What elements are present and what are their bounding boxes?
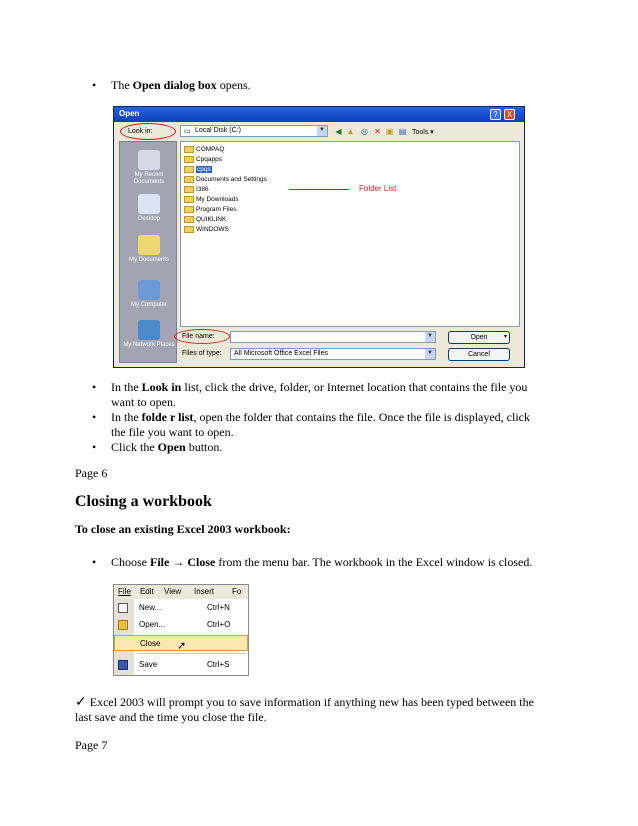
open-dialog xyxy=(113,106,525,368)
search-web-icon[interactable]: ◎ xyxy=(361,127,368,136)
folder-icon xyxy=(184,196,194,203)
note-paragraph: ✓ Excel 2003 will prompt you to save information if anything new has been typed between the last save and the time you close the file. xyxy=(75,695,534,724)
save-disk-icon xyxy=(118,660,128,670)
checkmark-icon: ✓ xyxy=(75,695,87,710)
open-button[interactable]: Open ▾ xyxy=(448,331,510,344)
folder-icon xyxy=(184,146,194,153)
menu-item-new[interactable]: New... Ctrl+N xyxy=(114,600,248,616)
folder-icon xyxy=(184,226,194,233)
folder-icon xyxy=(184,216,194,223)
delete-icon[interactable]: ✕ xyxy=(374,127,381,136)
menu-item-close[interactable]: Close ➚ xyxy=(114,635,248,651)
annotation-line xyxy=(289,189,349,190)
folder-icon xyxy=(184,166,194,173)
folder-item[interactable]: My Downloads xyxy=(184,195,239,204)
places-bar xyxy=(119,141,177,363)
step-folder-list: In the folde r list, open the folder that contains the file. Once the file is displayed, click the file you want to open. xyxy=(111,410,530,439)
folder-icon xyxy=(184,156,194,163)
my-documents-icon xyxy=(138,235,160,255)
my-computer-icon xyxy=(138,280,160,300)
look-in-highlight xyxy=(120,123,176,140)
cancel-button[interactable]: Cancel xyxy=(448,348,510,361)
file-name-label: File name: xyxy=(182,333,215,340)
chevron-down-icon[interactable]: ▼ xyxy=(425,349,435,359)
bullet-dot: • xyxy=(92,78,97,92)
chevron-down-icon[interactable]: ▾ xyxy=(503,334,507,340)
page-number-6: Page 6 xyxy=(75,466,108,480)
page-number-7: Page 7 xyxy=(75,738,108,752)
menu-separator xyxy=(138,653,246,654)
step-look-in: In the Look in list, click the drive, folder, or Internet location that contains the file you want to open. xyxy=(111,380,528,409)
menu-item-save[interactable]: Save Ctrl+S xyxy=(114,657,248,673)
folder-item[interactable]: COMPAQ xyxy=(184,145,224,154)
place-my-network-places[interactable]: My Network Places xyxy=(120,320,178,349)
file-name-input[interactable] xyxy=(230,331,436,343)
tools-menu[interactable]: Tools ▾ xyxy=(412,129,434,136)
recent-documents-icon xyxy=(138,150,160,170)
network-places-icon xyxy=(138,320,160,340)
intro-line: The Open dialog box opens. xyxy=(111,78,251,92)
bullet-dot: • xyxy=(92,380,97,394)
folder-item[interactable]: Cpqapps xyxy=(184,155,222,164)
section-title: Closing a workbook xyxy=(75,493,212,510)
look-in-value: Local Disk (C:) xyxy=(195,127,241,134)
folder-icon xyxy=(184,206,194,213)
step-close: Choose File → Close from the menu bar. The workbook in the Excel window is closed. xyxy=(111,555,533,569)
menu-file[interactable]: File xyxy=(118,587,131,596)
new-document-icon xyxy=(118,603,128,613)
views-icon[interactable]: ▤ xyxy=(398,127,407,136)
menu-insert[interactable]: Insert xyxy=(194,587,215,596)
folder-item-selected[interactable]: cpqs xyxy=(184,165,212,174)
place-my-documents[interactable]: My Documents xyxy=(120,235,178,264)
chevron-down-icon[interactable]: ▼ xyxy=(425,332,435,342)
folder-item[interactable]: I386 xyxy=(184,185,209,194)
look-in-label: Look in: xyxy=(128,128,153,135)
bullet-dot: • xyxy=(92,440,97,454)
subheading: To close an existing Excel 2003 workbook: xyxy=(75,522,291,536)
back-icon[interactable]: ◀ xyxy=(335,127,342,136)
file-menu-screenshot xyxy=(113,584,249,676)
folder-item[interactable]: QUIKLINK xyxy=(184,215,226,224)
arrow-right-icon: → xyxy=(169,555,188,569)
file-type-label: Files of type: xyxy=(182,350,222,357)
drive-icon: ▭ xyxy=(184,128,191,135)
folder-list xyxy=(180,141,520,327)
folder-item[interactable]: WINDOWS xyxy=(184,225,229,234)
open-folder-icon xyxy=(118,620,128,630)
bullet-dot: • xyxy=(92,410,97,424)
step-open-button: Click the Open button. xyxy=(111,440,223,454)
bullet-dot: • xyxy=(92,555,97,569)
file-type-value: All Microsoft Office Excel Files xyxy=(234,350,329,357)
menu-view[interactable]: View xyxy=(164,587,182,596)
new-folder-icon[interactable]: ▣ xyxy=(385,127,394,136)
place-my-computer[interactable]: My Computer xyxy=(120,280,178,309)
folder-item[interactable]: Documents and Settings xyxy=(184,175,267,184)
menu-bar xyxy=(114,585,248,599)
dialog-title-bar xyxy=(114,107,524,122)
menu-format[interactable]: Fo xyxy=(232,587,242,596)
folder-icon xyxy=(184,186,194,193)
folder-list-annotation: Folder List xyxy=(359,184,397,193)
mouse-pointer-icon: ➚ xyxy=(177,640,187,652)
dialog-title: Open xyxy=(119,109,140,118)
close-icon[interactable]: X xyxy=(504,109,515,120)
menu-item-open[interactable]: Open... Ctrl+O xyxy=(114,617,248,633)
chevron-down-icon[interactable]: ▼ xyxy=(317,126,327,136)
folder-icon xyxy=(184,176,194,183)
up-folder-icon[interactable]: ▲ xyxy=(346,127,355,136)
place-desktop[interactable]: Desktop xyxy=(120,194,178,223)
file-type-select[interactable] xyxy=(230,348,436,360)
place-my-recent-documents[interactable]: My Recent Documents xyxy=(120,150,178,186)
look-in-select[interactable] xyxy=(180,125,328,137)
help-icon[interactable]: ? xyxy=(490,109,501,120)
desktop-icon xyxy=(138,194,160,214)
folder-item[interactable]: Program Files xyxy=(184,205,236,214)
menu-edit[interactable]: Edit xyxy=(140,587,154,596)
